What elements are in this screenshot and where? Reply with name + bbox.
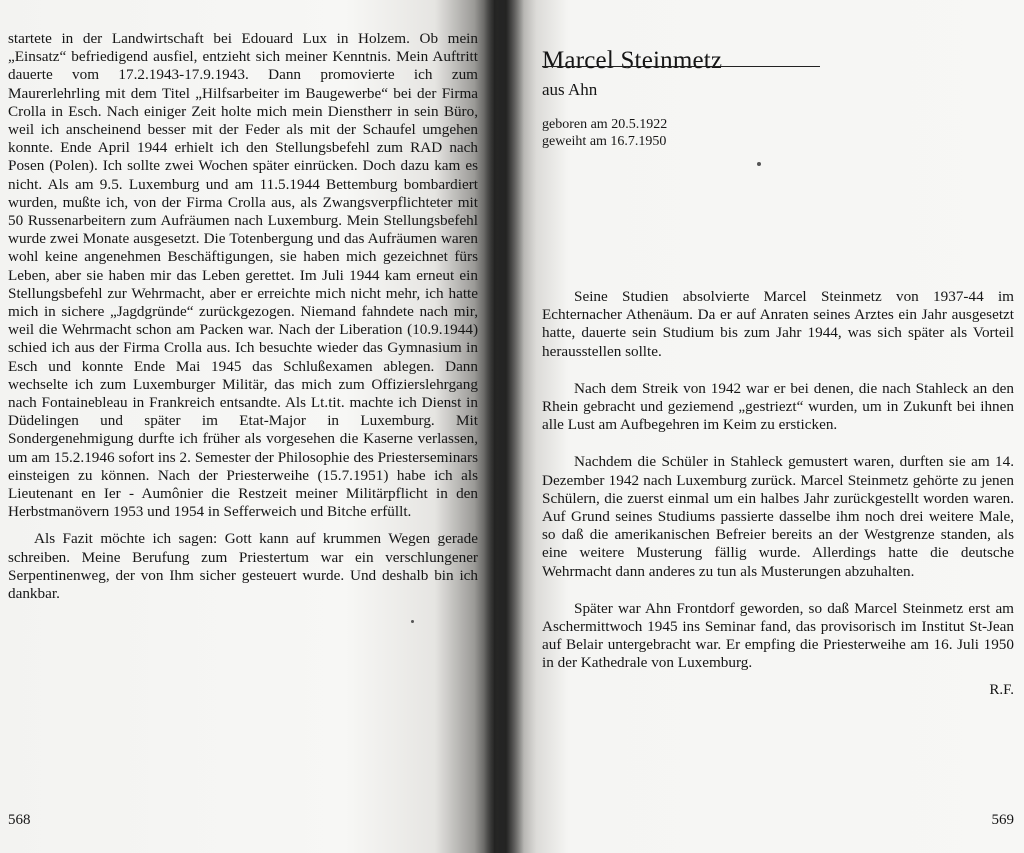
right-paragraph: Nachdem die Schüler in Stahleck gemustert waren, durften sie am 14. Dezember 1942 nach Luxemburg zurück. Marcel Steinmetz gehörte zu jenen Schülern, die zuerst einmal um ein halbes Jahr zurückgestellt worden waren. Auf Grund seines Studiums passierte dasselbe ihm noch drei weitere Male, so daß die amerikanischen Befreier bereits an der Westgrenze standen, als eine weitere Musterung fällig wurde. Allerdings hatte die deutsche Wehrmacht dann anderes zu tun als Musterungen abzuhalten. — [542, 453, 1014, 580]
left-paragraph: Als Fazit möchte ich sagen: Gott kann auf krummen Wegen gerade schreiben. Meine Berufung zum Priestertum war ein verschlungener Serpentinenweg, der von Ihm sicher gesteuert wurde. Und deshalb bin ich dankbar. — [8, 530, 478, 603]
ordination-date: geweiht am 16.7.1950 — [542, 134, 667, 149]
right-paragraph: Nach dem Streik von 1942 war er bei denen, die nach Stahleck an den Rhein gebracht und geziemend „gestriezt“ wurden, um in Zukunft bei ihnen alle Lust am Aufbegehren im Keim zu ersticken. — [542, 379, 1014, 434]
dates-block — [542, 116, 667, 150]
origin-line: aus Ahn — [542, 80, 598, 99]
book-gutter-shadow — [484, 0, 524, 853]
right-paragraph: Später war Ahn Frontdorf geworden, so daß Marcel Steinmetz erst am Aschermittwoch 1945 ins Seminar fand, das provisorisch im Institut St-Jean auf Belair untergebracht war. Er empfing die Priesterweihe am 16. Juli 1950 in der Kathedrale von Luxemburg. — [542, 599, 1014, 672]
ink-speck — [757, 162, 761, 166]
author-signature: R.F. — [989, 682, 1014, 698]
title-divider — [542, 66, 820, 67]
right-paragraph: Seine Studien absolvierte Marcel Steinmetz von 1937-44 im Echternacher Athenäum. Da er auf Anraten seines Arztes ein Jahr ausgesetzt hatte, dauerte sein Studium bis zum Jahr 1944, was sich später als Vorteil herausstellen sollte. — [542, 288, 1014, 360]
right-page-body — [542, 288, 1014, 692]
left-paragraph: startete in der Landwirtschaft bei Edouard Lux in Holzem. Ob mein „Einsatz“ befriedigend ausfiel, entzieht sich meiner Kenntnis. Mein Auftritt dauerte vom 17.2.1943-17.9.1943. Dann promovierte ich zum Maurerlehrling mit dem Titel „Hilfsarbeiter im Baugewerbe“ bei der Firma Crolla in Esch. Nach einiger Zeit holte mich mein Dienstherr in sein Büro, weil ich anscheinend besser mit der Feder als mit der Schaufel umgehen konnte. Ende April 1944 erhielt ich den Stellungsbefehl zum RAD nach Posen (Polen). Ich sollte zwei Wochen später einrücken. Doch dazu kam es nicht. Als am 9.5. Luxemburg und am 11.5.1944 Bettemburg bombardiert wurden, mußte ich, von der Firma Crolla aus, als Zwangsverpflichteter mit 50 Russenarbeitern zum Aufräumen nach Luxemburg. Mein Stellungsbefehl wurde zwei Monate ausgesetzt. Die Totenbergung und das Aufräumen waren wohl keine angenehmen Beschäftigungen, sie haben mich gezeichnet fürs Leben, aber sie haben mir das Leben gerettet. Im Juli 1944 kam erneut ein Stellungsbefehl zur Wehrmacht, aber er erreichte mich nicht mehr, ich hatte mich in sichere „Jagdgründe“ zurückgezogen. Niemand fahndete nach mir, weil die Wehrmacht schon am Packen war. Nach der Liberation (10.9.1944) schied ich aus der Firma Crolla aus. Ich besuchte wieder das Gymnasium in Esch und konnte Ende Mai 1945 das Schlußexamen ablegen. Dann wechselte ich zum Luxemburger Militär, das mich zum Offizierslehrgang nach Fontainebleau in Frankreich entsandte. Als Lt.tit. machte ich Dienst in Düdelingen und später im Etat-Major in Luxemburg. Mit Sondergenehmigung durfte ich früher als vorgesehen die Kaserne verlassen, um am 15.2.1946 sofort ins 2. Semester der Philosophie des Priesterseminars einsteigen zu können. Nach der Priesterweihe (15.7.1951) habe ich als Lieutenant en Ier - Aumônier die Restzeit meiner Militärpflicht in den Herbstmanövern 1953 und 1954 in Sefferweich und Bitche erfüllt. — [8, 30, 478, 521]
page-number-left: 568 — [8, 812, 31, 828]
birth-date: geboren am 20.5.1922 — [542, 117, 668, 132]
page-title: Marcel Steinmetz — [542, 46, 723, 74]
left-page-body — [8, 30, 478, 603]
ink-speck — [411, 620, 414, 623]
left-page — [0, 0, 494, 853]
page-number-right: 569 — [991, 812, 1014, 828]
